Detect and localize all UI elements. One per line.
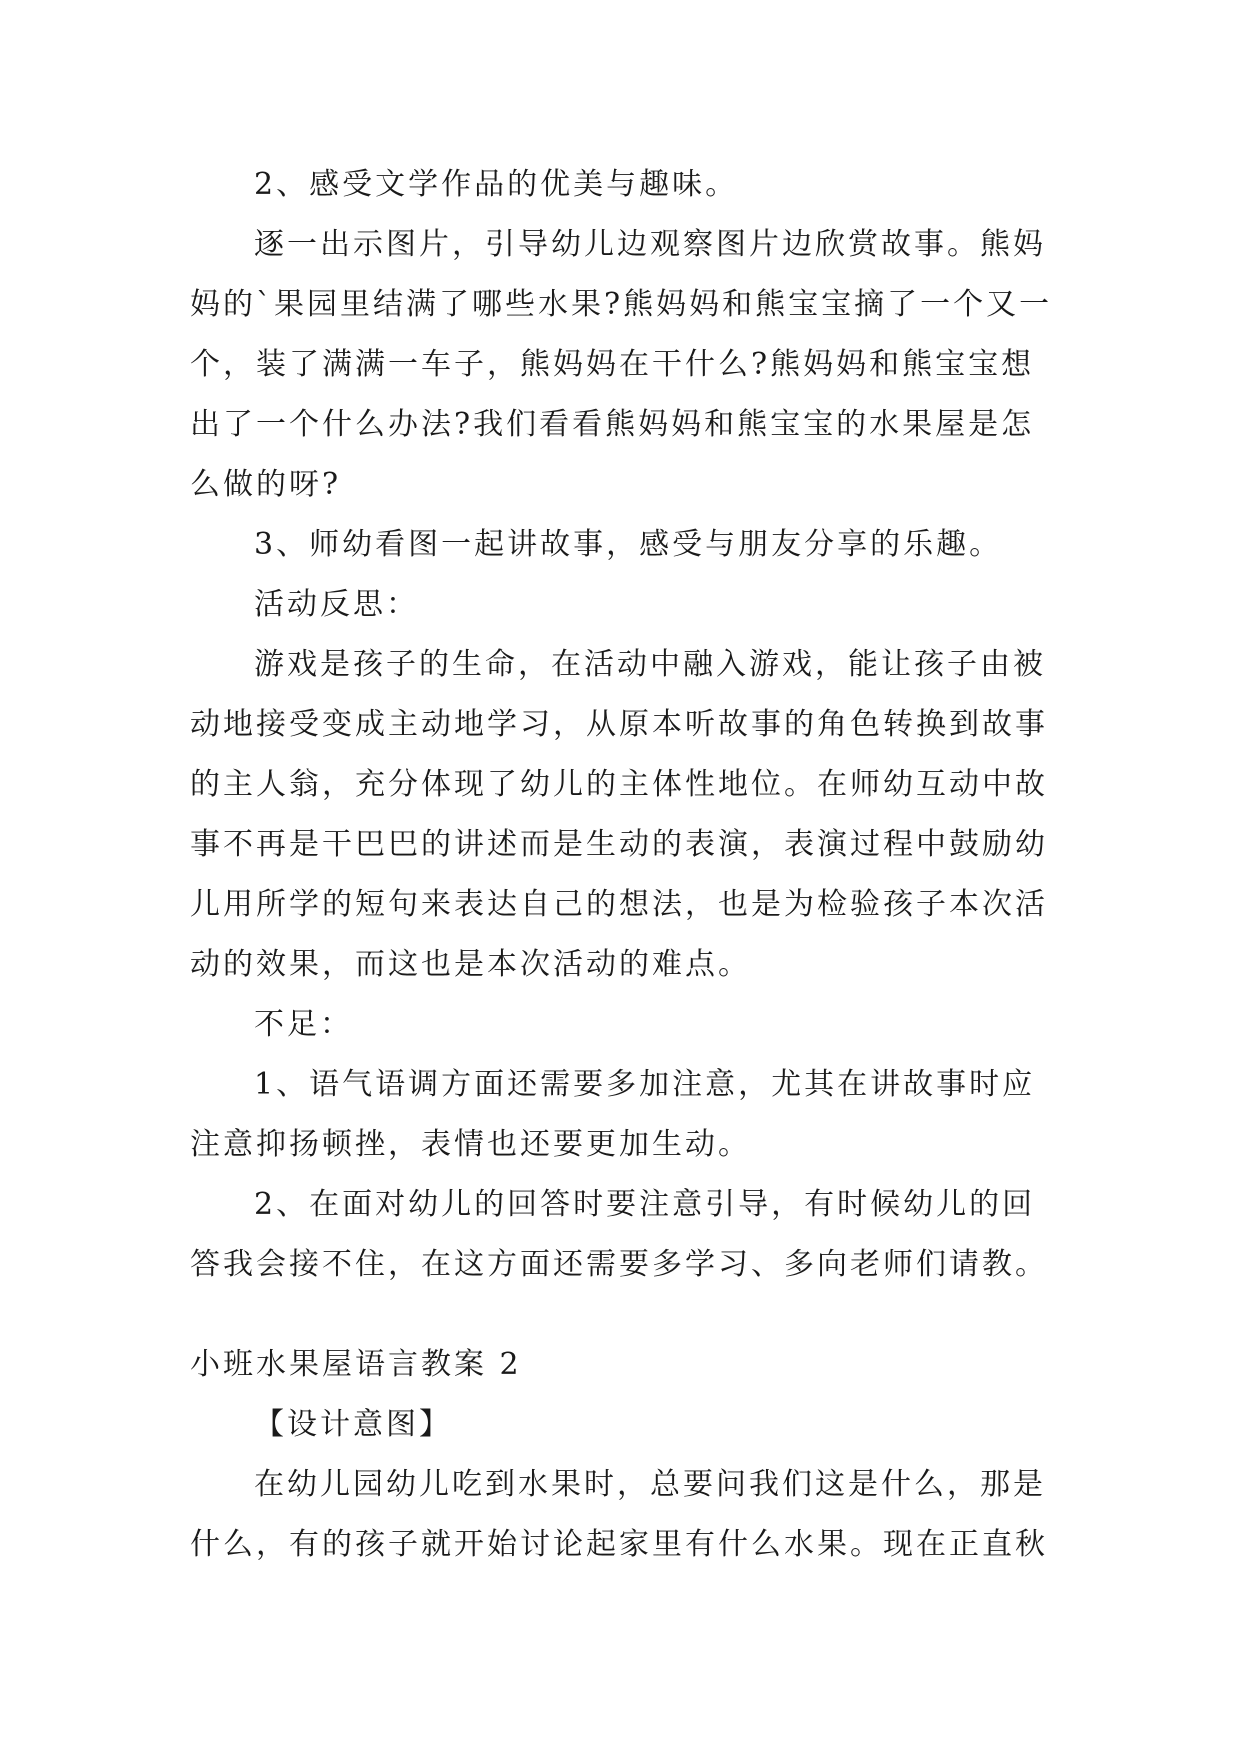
- paragraph-line: 的主人翁，充分体现了幼儿的主体性地位。在师幼互动中故: [190, 767, 1048, 802]
- paragraph-line: 个，装了满满一车子，熊妈妈在干什么?熊妈妈和熊宝宝想: [190, 347, 1035, 382]
- paragraph-line: 答我会接不住，在这方面还需要多学习、多向老师们请教。: [190, 1247, 1048, 1282]
- paragraph-line: 什么，有的孩子就开始讨论起家里有什么水果。现在正直秋: [190, 1527, 1048, 1562]
- section-heading: 活动反思：: [254, 587, 419, 622]
- paragraph-line: 3、师幼看图一起讲故事，感受与朋友分享的乐趣。: [254, 527, 1003, 562]
- paragraph-line: 游戏是孩子的生命，在活动中融入游戏，能让孩子由被: [254, 647, 1046, 682]
- section-heading: 【设计意图】: [254, 1407, 452, 1442]
- paragraph-line: 在幼儿园幼儿吃到水果时，总要问我们这是什么，那是: [254, 1467, 1046, 1502]
- section-heading: 不足：: [254, 1007, 353, 1042]
- paragraph-line: 么做的呀?: [190, 467, 342, 502]
- paragraph-line: 事不再是干巴巴的讲述而是生动的表演，表演过程中鼓励幼: [190, 827, 1048, 862]
- paragraph-line: 2、感受文学作品的优美与趣味。: [254, 167, 739, 202]
- paragraph-line: 出了一个什么办法?我们看看熊妈妈和熊宝宝的水果屋是怎: [190, 407, 1035, 442]
- document-title: 小班水果屋语言教案 2: [190, 1347, 522, 1382]
- paragraph-line: 儿用所学的短句来表达自己的想法，也是为检验孩子本次活: [190, 887, 1048, 922]
- paragraph-line: 动地接受变成主动地学习，从原本听故事的角色转换到故事: [190, 707, 1048, 742]
- paragraph-line: 逐一出示图片，引导幼儿边观察图片边欣赏故事。熊妈: [254, 227, 1046, 262]
- paragraph-line: 2、在面对幼儿的回答时要注意引导，有时候幼儿的回: [254, 1187, 1036, 1222]
- paragraph-line: 注意抑扬顿挫，表情也还要更加生动。: [190, 1127, 751, 1162]
- paragraph-line: 1、语气语调方面还需要多加注意，尤其在讲故事时应: [254, 1067, 1036, 1102]
- paragraph-line: 妈的`果园里结满了哪些水果?熊妈妈和熊宝宝摘了一个又一: [190, 287, 1053, 322]
- paragraph-line: 动的效果，而这也是本次活动的难点。: [190, 947, 751, 982]
